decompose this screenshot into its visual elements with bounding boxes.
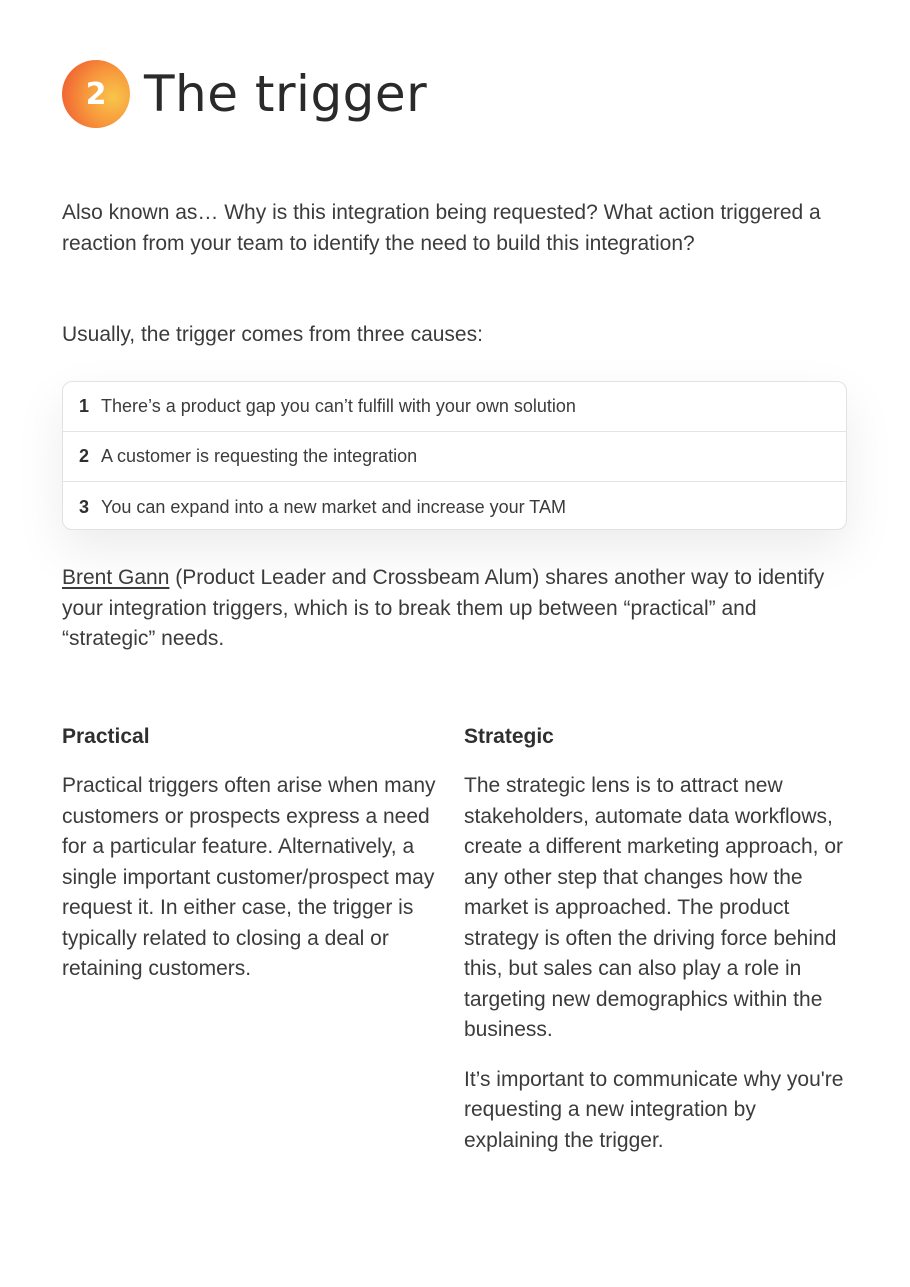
cause-number: 2 — [79, 446, 90, 466]
strategic-body: The strategic lens is to attract new stakeholders, automate data workflows, create a different marketing approach, or any other step that changes how the market is approached. The product strategy is often the driving force behind this, but sales can also play a role in targeting new demographics within the business. — [464, 774, 843, 1041]
cause-text: You can expand into a new market and increase your TAM — [101, 496, 566, 517]
brent-gann-link[interactable]: Brent Gann — [62, 566, 170, 589]
intro-paragraph: Also known as… Why is this integration being requested? What action triggered a reaction from your team to identify the need to build this integration? — [62, 201, 821, 255]
cause-text: There’s a product gap you can’t fulfill with your own solution — [101, 396, 576, 416]
causes-lead-paragraph: Usually, the trigger comes from three causes: — [62, 323, 483, 346]
step-number-badge: 2 — [62, 60, 130, 128]
practical-body: Practical triggers often arise when many customers or prospects express a need for a particular feature. Alternatively, a single important customer/prospect may request it. In either case, the trigger is typically related to closing a deal or retaining customers. — [62, 774, 436, 980]
list-item — [63, 382, 846, 432]
cause-text: A customer is requesting the integration — [101, 446, 418, 466]
section-header — [62, 60, 427, 128]
gann-text: (Product Leader and Crossbeam Alum) shares another way to identify your integration triggers, which is to break them up between “practical” and “strategic” needs. — [62, 566, 825, 650]
strategic-column — [464, 722, 844, 1156]
cause-number: 1 — [79, 396, 90, 416]
practical-column — [62, 722, 442, 985]
causes-list — [62, 381, 847, 530]
list-item — [63, 482, 846, 530]
strategic-heading: Strategic — [464, 725, 554, 748]
practical-heading: Practical — [62, 725, 150, 748]
list-item — [63, 432, 846, 482]
cause-number: 3 — [79, 496, 90, 517]
page-title: The trigger — [144, 65, 428, 123]
strategic-body-closing: It’s important to communicate why you're requesting a new integration by explaining the trigger. — [464, 1067, 844, 1152]
gann-paragraph — [62, 563, 842, 655]
